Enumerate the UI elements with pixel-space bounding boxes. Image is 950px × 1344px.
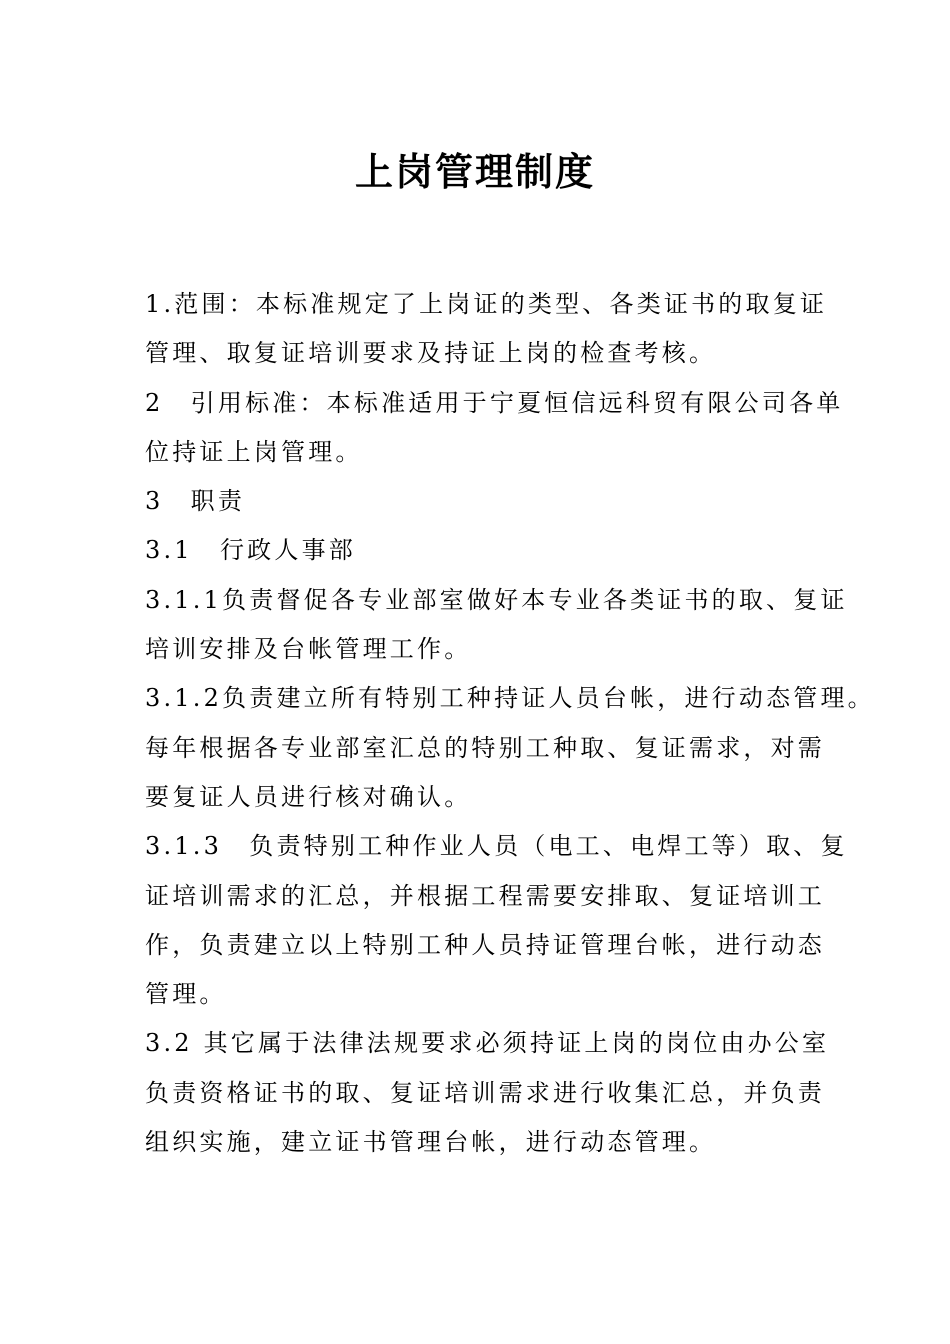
text-line: 2 引用标准：本标准适用于宁夏恒信远科贸有限公司各单 (145, 388, 844, 417)
text-line: 要复证人员进行核对确认。 (145, 782, 472, 811)
document-title: 上岗管理制度 (354, 149, 595, 194)
text-line: 每年根据各专业部室汇总的特别工种取、复证需求，对需 (145, 733, 825, 762)
text-line: 3.1 行政人事部 (145, 536, 356, 565)
text-line: 3.1.1负责督促各专业部室做好本专业各类证书的取、复证 (145, 585, 848, 614)
text-line: 培训安排及台帐管理工作。 (145, 635, 472, 664)
text-line: 3 职责 (145, 487, 246, 516)
text-line: 1.范围：本标准规定了上岗证的类型、各类证书的取复证 (145, 290, 828, 318)
text-line: 作，负责建立以上特别工种人员持证管理台帐，进行动态 (145, 930, 825, 959)
text-line: 3.1.2负责建立所有特别工种持证人员台帐，进行动态管理。 (145, 684, 875, 713)
text-line: 管理。 (145, 980, 227, 1009)
text-line: 3.2 其它属于法律法规要求必须持证上岗的岗位由办公室 (145, 1029, 830, 1058)
text-line: 3.1.3 负责特别工种作业人员（电工、电焊工等）取、复 (145, 832, 848, 861)
text-line: 证培训需求的汇总，并根据工程需要安排取、复证培训工 (145, 881, 825, 910)
text-line: 管理、取复证培训要求及持证上岗的检查考核。 (145, 339, 717, 368)
text-line: 位持证上岗管理。 (145, 437, 363, 466)
document-body (145, 280, 875, 1167)
text-line: 组织实施，建立证书管理台帐，进行动态管理。 (145, 1128, 717, 1157)
text-line: 负责资格证书的取、复证培训需求进行收集汇总，并负责 (145, 1078, 825, 1107)
